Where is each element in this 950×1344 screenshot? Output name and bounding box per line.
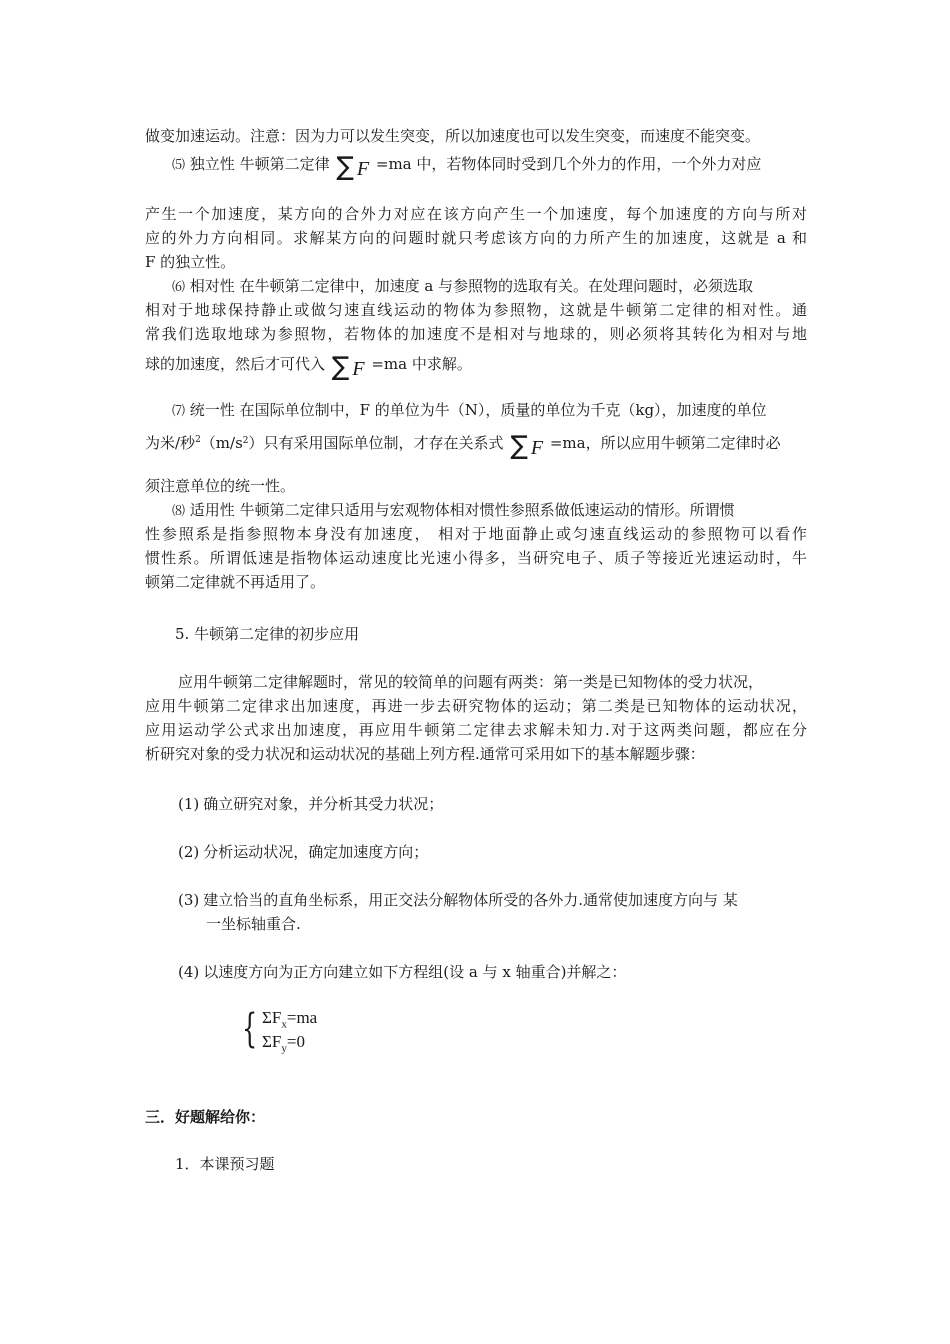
item-number: ⑹ bbox=[172, 280, 186, 295]
eq-text: =ma bbox=[286, 1008, 318, 1027]
section-heading: 三．好题解给你： bbox=[145, 1109, 266, 1126]
text-span: 独立性 牛顿第二定律 bbox=[189, 155, 330, 173]
text-line: 产生一个加速度，某方向的合外力对应在该方向产生一个加速度，每个加速度的方向与所对 bbox=[145, 205, 807, 223]
paragraph-unity-line1 bbox=[172, 398, 767, 424]
equation-system bbox=[242, 1002, 352, 1058]
step-text: 一坐标轴重合. bbox=[206, 915, 301, 933]
text-span: ）只有采用国际单位制，才存在关系式 bbox=[248, 434, 504, 452]
list-item bbox=[178, 960, 626, 984]
text-span: 适用性 牛顿第二定律只适用与宏观物体相对惯性参照系做低速运动的情形。所谓惯 bbox=[189, 501, 735, 519]
text-span: =ma 中，若物体同时受到几个外力的作用，一个外力对应 bbox=[375, 155, 762, 173]
sum-f-formula bbox=[336, 152, 370, 182]
force-symbol: F bbox=[352, 358, 365, 380]
step-text: 确立研究对象，并分析其受力状况； bbox=[203, 795, 444, 813]
force-symbol: F bbox=[530, 437, 544, 459]
eq-text: ΣF bbox=[262, 1008, 282, 1027]
eq-subscript: x bbox=[281, 1018, 287, 1031]
text-span: =ma 中求解。 bbox=[371, 355, 472, 373]
equation-y bbox=[262, 1032, 305, 1058]
text-line: 常我们选取地球为参照物，若物体的加速度不是相对与地球的，则必须将其转化为相对与地 bbox=[145, 325, 807, 343]
paragraph-independence-line1 bbox=[172, 152, 761, 182]
text-line: 应用牛顿第二定律解题时，常见的较简单的问题有两类：第一类是已知物体的受力状况， bbox=[178, 673, 764, 691]
paragraph-relativity-line1 bbox=[172, 274, 753, 300]
text-span: 统一性 在国际单位制中，F 的单位为牛（N），质量的单位为千克（kg），加速度的单位 bbox=[189, 401, 767, 419]
item-number: ⑸ bbox=[172, 158, 186, 173]
list-item bbox=[178, 840, 428, 864]
item-number: ⑻ bbox=[172, 504, 186, 519]
sum-f-formula bbox=[331, 352, 365, 382]
step-text: 分析运动状况，确定加速度方向； bbox=[203, 843, 429, 861]
superscript: 2 bbox=[242, 436, 249, 446]
step-number: (1) bbox=[178, 795, 200, 813]
list-item-continuation bbox=[206, 912, 301, 936]
paragraph-applicability-line1 bbox=[172, 498, 735, 524]
sigma-symbol: ∑ bbox=[510, 431, 528, 461]
step-number: (2) bbox=[178, 843, 200, 861]
step-number: (4) bbox=[178, 963, 200, 981]
force-symbol: F bbox=[356, 158, 370, 180]
text-line bbox=[145, 428, 781, 461]
text-span: 为米/秒 bbox=[145, 434, 196, 452]
text-line bbox=[145, 352, 472, 382]
text-span: （m/s bbox=[200, 434, 243, 452]
text-line: 顿第二定律就不再适用了。 bbox=[145, 573, 326, 591]
sigma-symbol: ∑ bbox=[336, 152, 354, 182]
text-span: 相对性 在牛顿第二定律中，加速度 a 与参照物的选取有关。在处理问题时，必须选取 bbox=[189, 277, 754, 295]
step-text: 以速度方向为正方向建立如下方程组(设 a 与 x 轴重合)并解之： bbox=[203, 963, 627, 981]
list-item bbox=[178, 792, 443, 816]
sigma-symbol: ∑ bbox=[331, 352, 350, 382]
item-number: ⑺ bbox=[172, 404, 186, 419]
text-line: 应的外力方向相同。求解某方向的问题时就只考虑该方向的力所产生的加速度，这就是 a 和 bbox=[145, 229, 807, 247]
text-span: =ma，所以应用牛顿第二定律时必 bbox=[549, 434, 781, 452]
eq-text: =0 bbox=[286, 1032, 305, 1051]
brace-symbol: { bbox=[242, 1006, 258, 1052]
text-line: F 的独立性。 bbox=[145, 253, 236, 271]
eq-subscript: y bbox=[281, 1042, 287, 1055]
equation-x bbox=[262, 1008, 317, 1034]
text-line: 须注意单位的统一性。 bbox=[145, 477, 296, 495]
text-line: 应用牛顿第二定律求出加速度，再进一步去研究物体的运动；第二类是已知物体的运动状况， bbox=[145, 697, 807, 715]
subsection-title: 1．本课预习题 bbox=[175, 1155, 275, 1173]
section-title: 5. 牛顿第二定律的初步应用 bbox=[175, 625, 360, 643]
sum-f-formula bbox=[510, 431, 544, 461]
step-number: (3) bbox=[178, 891, 200, 909]
text-line: 惯性系。所谓低速是指物体运动速度比光速小得多，当研究电子、质子等接近光速运动时，牛 bbox=[145, 549, 807, 567]
text-line: 相对于地球保持静止或做匀速直线运动的物体为参照物，这就是牛顿第二定律的相对性。通 bbox=[145, 301, 807, 319]
text-line: 析研究对象的受力状况和运动状况的基础上列方程.通常可采用如下的基本解题步骤： bbox=[145, 745, 705, 763]
text-span: 球的加速度，然后才可代入 bbox=[145, 355, 326, 373]
list-item bbox=[178, 888, 738, 912]
text-line: 做变加速运动。注意：因为力可以发生突变，所以加速度也可以发生突变，而速度不能突变。 bbox=[145, 127, 761, 145]
eq-text: ΣF bbox=[262, 1032, 282, 1051]
text-line: 应用运动学公式求出加速度，再应用牛顿第二定律去求解未知力.对于这两类问题，都应在分 bbox=[145, 721, 807, 739]
superscript: 2 bbox=[195, 435, 201, 445]
step-text: 建立恰当的直角坐标系，用正交法分解物体所受的各外力.通常使加速度方向与 某 bbox=[203, 891, 738, 909]
text-line: 性参照系是指参照物本身没有加速度， 相对于地面静止或匀速直线运动的参照物可以看作 bbox=[145, 525, 807, 543]
